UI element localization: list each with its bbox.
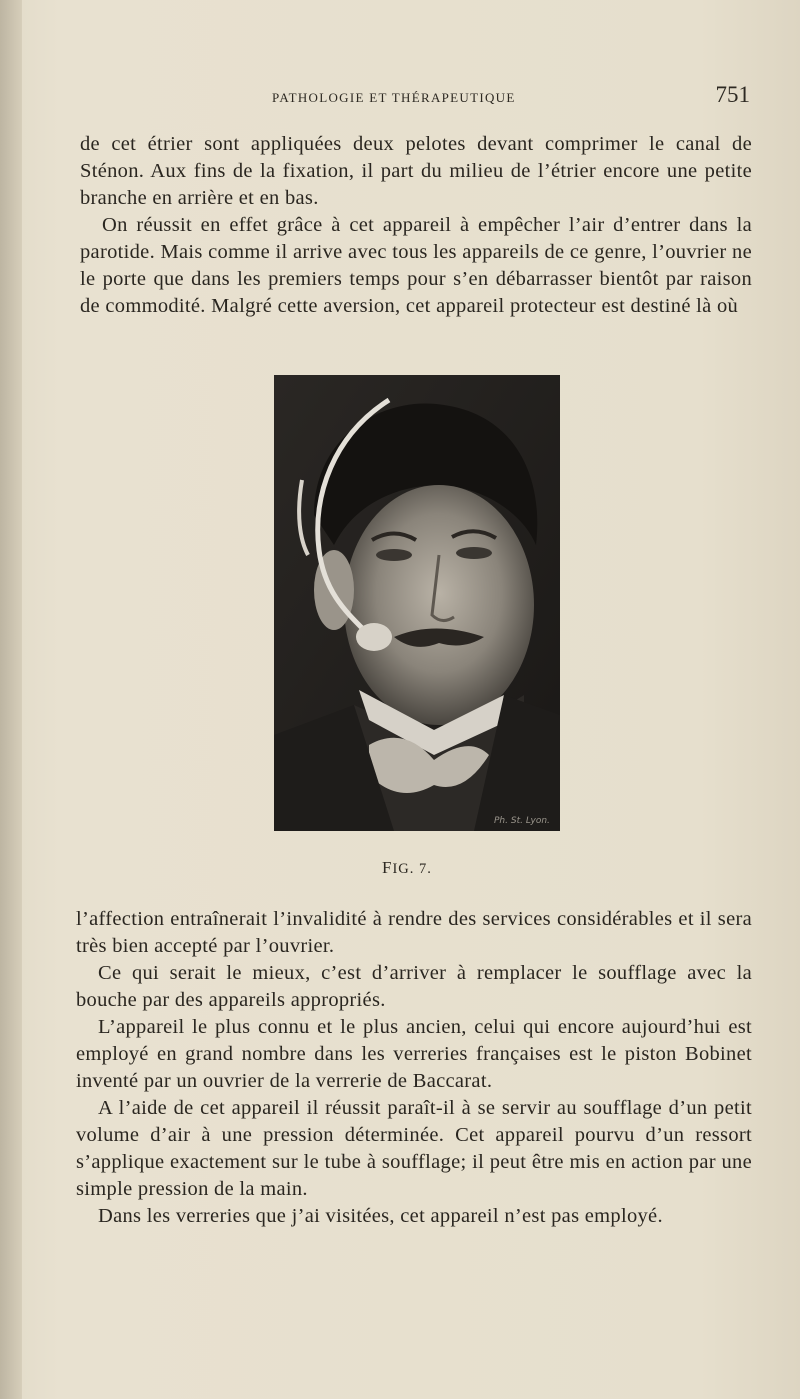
photo-credit: Ph. St. Lyon. — [494, 816, 550, 826]
figure-photograph — [274, 375, 560, 831]
page-header — [80, 82, 760, 112]
running-title: PATHOLOGIE ET THÉRAPEUTIQUE — [272, 90, 516, 105]
paragraph-continued: l’affection entraînerait l’invalidité à rendre des services considérables et il sera très bien accepté par l’ouvrier. — [76, 908, 752, 957]
bottom-text-block — [76, 906, 752, 1230]
top-text-block — [80, 131, 752, 320]
paragraph-continued: de cet étrier sont appliquées deux pelotes devant comprimer le canal de Sténon. Aux fins de la fixation, il part du milieu de l’étrier encore une petite branche en arrière et en bas. — [80, 133, 752, 209]
caption-number: 7. — [419, 861, 432, 877]
paragraph: L’appareil le plus connu et le plus ancien, celui qui encore aujourd’hui est employé en grand nombre dans les verreries françaises est le piston Bobinet inventé par un ouvrier de la verrerie de Baccarat. — [76, 1016, 752, 1092]
paragraph: On réussit en effet grâce à cet appareil à empêcher l’air d’entrer dans la parotide. Mais comme il arrive avec tous les appareils de ce genre, l’ouvrier ne le porte que dans les premiers temps pour s’en débarrasser bientôt par raison de commodité. Malgré cette aversion, cet appareil protecteur est destiné là où — [80, 214, 752, 317]
page-number: 751 — [715, 82, 750, 107]
figure-caption — [382, 858, 432, 878]
portrait-photo — [274, 375, 560, 831]
paragraph: A l’aide de cet appareil il réussit paraît-il à se servir au soufflage d’un petit volume d’air à une pression déterminée. Cet appareil pourvu d’un ressort s’applique exactement sur le tube à soufflage; il peut être mis en action par une simple pression de la main. — [76, 1097, 752, 1200]
caption-small-caps: IG. — [392, 861, 415, 877]
page-edge-shadow — [0, 0, 22, 1399]
caption-prefix: F — [382, 858, 393, 877]
paragraph: Ce qui serait le mieux, c’est d’arriver à remplacer le soufflage avec la bouche par des appareils appropriés. — [76, 962, 752, 1011]
paragraph: Dans les verreries que j’ai visitées, cet appareil n’est pas employé. — [98, 1205, 663, 1227]
